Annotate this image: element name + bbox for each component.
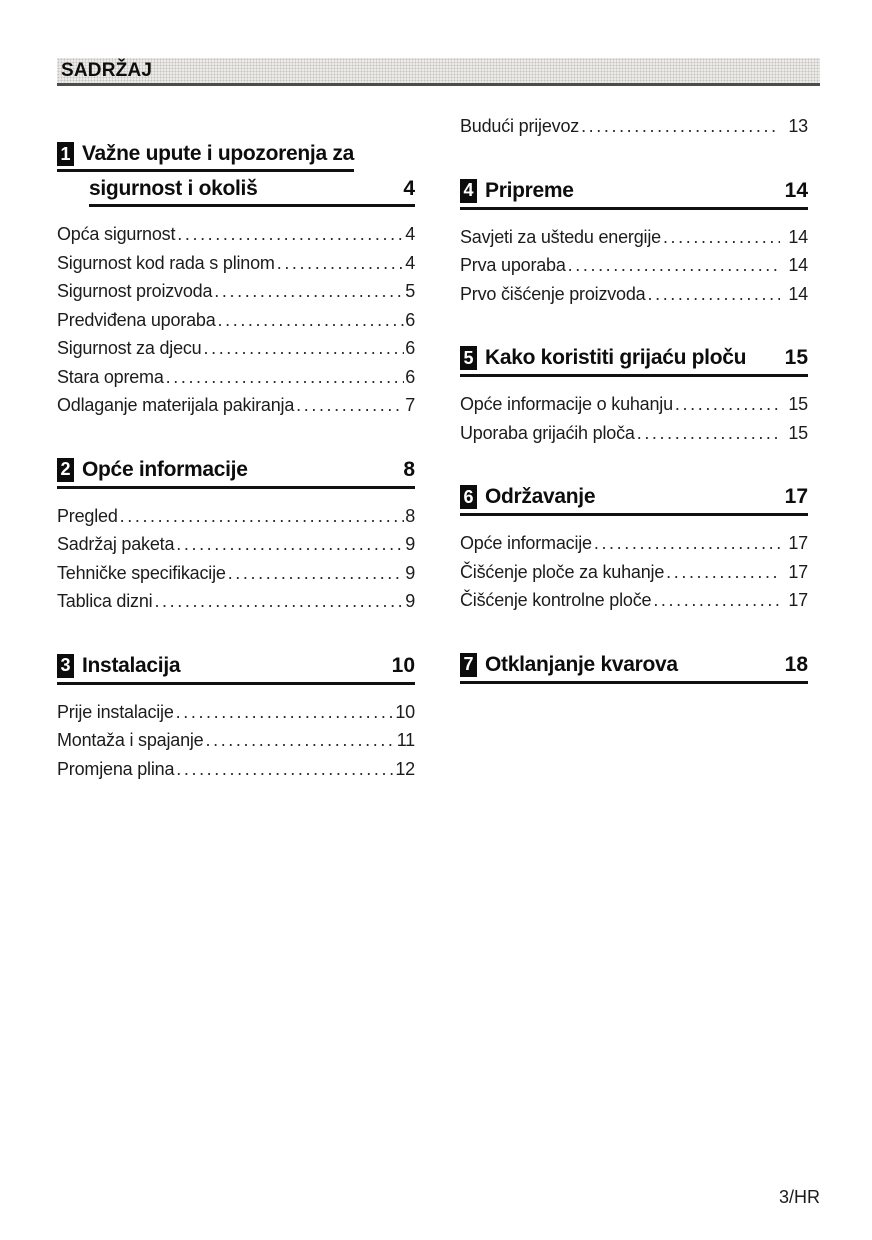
toc-item-label: Predviđena uporaba (57, 309, 216, 330)
dot-leader (176, 698, 395, 727)
dot-leader (296, 391, 404, 420)
dot-leader (204, 334, 405, 363)
toc-item-page: 9 (405, 562, 415, 583)
toc-item-label: Pregled (57, 505, 118, 526)
toc-item-label: Montaža i spajanje (57, 730, 204, 750)
toc-item-page: 14 (788, 283, 808, 304)
toc-item-list (460, 223, 808, 309)
dot-leader (648, 280, 781, 309)
toc-item-list (460, 112, 808, 141)
section-heading-line2 (89, 177, 415, 207)
toc-item (57, 587, 415, 616)
toc-item-label: Opće informacije (460, 533, 592, 553)
dot-leader (176, 755, 394, 784)
toc-item (57, 277, 415, 306)
toc-section (57, 142, 415, 420)
toc-item-label: Uporaba grijaćih ploča (460, 422, 635, 443)
toc-section (57, 458, 415, 616)
section-page-number: 17 (784, 485, 808, 508)
toc-item-list (57, 698, 415, 784)
toc-column-left (57, 88, 415, 783)
toc-item-list (57, 220, 415, 420)
dot-leader (663, 223, 780, 252)
section-number-badge: 2 (57, 458, 74, 482)
dot-leader (218, 306, 405, 335)
toc-item (57, 220, 415, 249)
section-number-badge: 1 (57, 142, 74, 166)
toc-item-label: Prva uporaba (460, 255, 566, 275)
toc-item-label: Tablica dizni (57, 591, 153, 611)
dot-leader (154, 587, 404, 616)
section-heading (57, 654, 415, 685)
toc-item (57, 502, 415, 531)
section-heading (460, 485, 808, 516)
section-title: Instalacija (82, 653, 181, 677)
toc-item-page: 6 (405, 338, 415, 358)
dot-leader (214, 277, 404, 306)
toc-column-right (460, 88, 820, 684)
toc-item (57, 530, 415, 559)
toc-item (460, 529, 808, 558)
toc-item (57, 559, 415, 588)
dot-leader (177, 220, 404, 249)
section-page-number: 4 (403, 177, 415, 200)
section-title: Otklanjanje kvarova (485, 652, 678, 676)
section-title: Kako koristiti grijaću ploču (485, 346, 747, 369)
section-page-number: 10 (391, 653, 415, 677)
toc-item (57, 755, 415, 784)
section-heading (460, 179, 808, 210)
section-title-continuation: sigurnost i okoliš (89, 177, 258, 200)
toc-item-page: 17 (788, 561, 808, 582)
section-number-badge: 4 (460, 179, 477, 203)
toc-item (460, 112, 808, 141)
toc-item-label: Čišćenje ploče za kuhanje (460, 561, 665, 582)
dot-leader (581, 112, 780, 141)
toc-item (460, 280, 808, 309)
toc-item-label: Sigurnost proizvoda (57, 281, 213, 301)
section-number-badge: 6 (460, 485, 477, 509)
toc-item-page: 5 (405, 281, 415, 301)
toc-item (57, 726, 415, 755)
toc-item-label: Promjena plina (57, 758, 175, 779)
toc-item-label: Odlaganje materijala pakiranja (57, 395, 295, 415)
section-title: Održavanje (485, 485, 596, 508)
toc-item-label: Tehničke specifikacije (57, 562, 226, 583)
section-title: Opće informacije (82, 457, 248, 481)
toc-item-page: 6 (405, 366, 415, 387)
toc-item-page: 8 (405, 505, 415, 526)
dot-leader (228, 559, 405, 588)
dot-leader (176, 530, 404, 559)
toc-item-label: Čišćenje kontrolne ploče (460, 590, 652, 610)
dot-leader (206, 726, 396, 755)
toc-item-page: 9 (405, 534, 415, 554)
toc-section (460, 485, 808, 615)
toc-item-list (57, 502, 415, 616)
toc-item-page: 14 (788, 226, 808, 247)
toc-item-page: 14 (788, 255, 808, 275)
toc-item-page: 11 (396, 730, 415, 750)
dot-leader (568, 251, 781, 280)
toc-item-page: 7 (405, 395, 415, 415)
toc-item-page: 12 (395, 758, 415, 779)
section-heading (460, 346, 808, 377)
section-heading (460, 653, 808, 684)
toc-item (57, 391, 415, 420)
toc-item (460, 223, 808, 252)
section-heading-line1 (57, 142, 354, 172)
toc-item-label: Budući prijevoz (460, 116, 580, 136)
toc-item-label: Stara oprema (57, 366, 164, 387)
toc-item (57, 698, 415, 727)
toc-item (57, 249, 415, 278)
dot-leader (166, 363, 405, 392)
toc-section (460, 346, 808, 447)
toc-item-label: Savjeti za uštedu energije (460, 226, 661, 247)
toc-item-page: 13 (788, 116, 808, 136)
toc-item-label: Prvo čišćenje proizvoda (460, 283, 646, 304)
toc-item-page: 15 (788, 394, 808, 414)
toc-item-page: 17 (788, 590, 808, 610)
toc-item-list (460, 529, 808, 615)
toc-item (460, 419, 808, 448)
toc-section (57, 654, 415, 784)
dot-leader (637, 419, 781, 448)
toc-section (460, 653, 808, 684)
dot-leader (120, 502, 405, 531)
toc-columns (57, 88, 820, 783)
toc-item-page: 10 (395, 701, 415, 722)
toc-item (460, 390, 808, 419)
toc-item-list (460, 390, 808, 447)
toc-item (57, 363, 415, 392)
section-heading (57, 458, 415, 489)
contents-header-bar (57, 58, 820, 86)
section-number-badge: 7 (460, 653, 477, 677)
toc-item (460, 251, 808, 280)
dot-leader (675, 390, 780, 419)
section-title: Važne upute i upozorenja za (82, 142, 354, 165)
toc-item (460, 558, 808, 587)
section-page-number: 18 (784, 652, 808, 676)
toc-item-label: Opća sigurnost (57, 224, 176, 244)
contents-title: SADRŽAJ (61, 59, 153, 81)
dot-leader (594, 529, 781, 558)
toc-item-label: Opće informacije o kuhanju (460, 394, 673, 414)
toc-item-page: 9 (405, 591, 415, 611)
toc-section (460, 112, 808, 141)
section-title: Pripreme (485, 178, 574, 202)
toc-item-label: Sadržaj paketa (57, 534, 175, 554)
toc-item-label: Prije instalacije (57, 701, 174, 722)
section-page-number: 8 (403, 457, 415, 481)
toc-item-label: Sigurnost kod rada s plinom (57, 252, 275, 273)
section-number-badge: 3 (57, 654, 74, 678)
toc-item (57, 334, 415, 363)
toc-item (57, 306, 415, 335)
dot-leader (277, 249, 404, 278)
dot-leader (666, 558, 780, 587)
section-number-badge: 5 (460, 346, 477, 370)
toc-item (460, 586, 808, 615)
toc-item-page: 4 (405, 252, 415, 273)
toc-item-page: 15 (788, 422, 808, 443)
page-footer-label: 3/HR (778, 1187, 820, 1207)
toc-section (460, 179, 808, 309)
section-page-number: 15 (784, 346, 808, 369)
dot-leader (653, 586, 780, 615)
section-page-number: 14 (784, 178, 808, 202)
toc-item-page: 4 (405, 224, 415, 244)
toc-item-page: 6 (405, 309, 415, 330)
toc-item-label: Sigurnost za djecu (57, 338, 202, 358)
toc-item-page: 17 (788, 533, 808, 553)
